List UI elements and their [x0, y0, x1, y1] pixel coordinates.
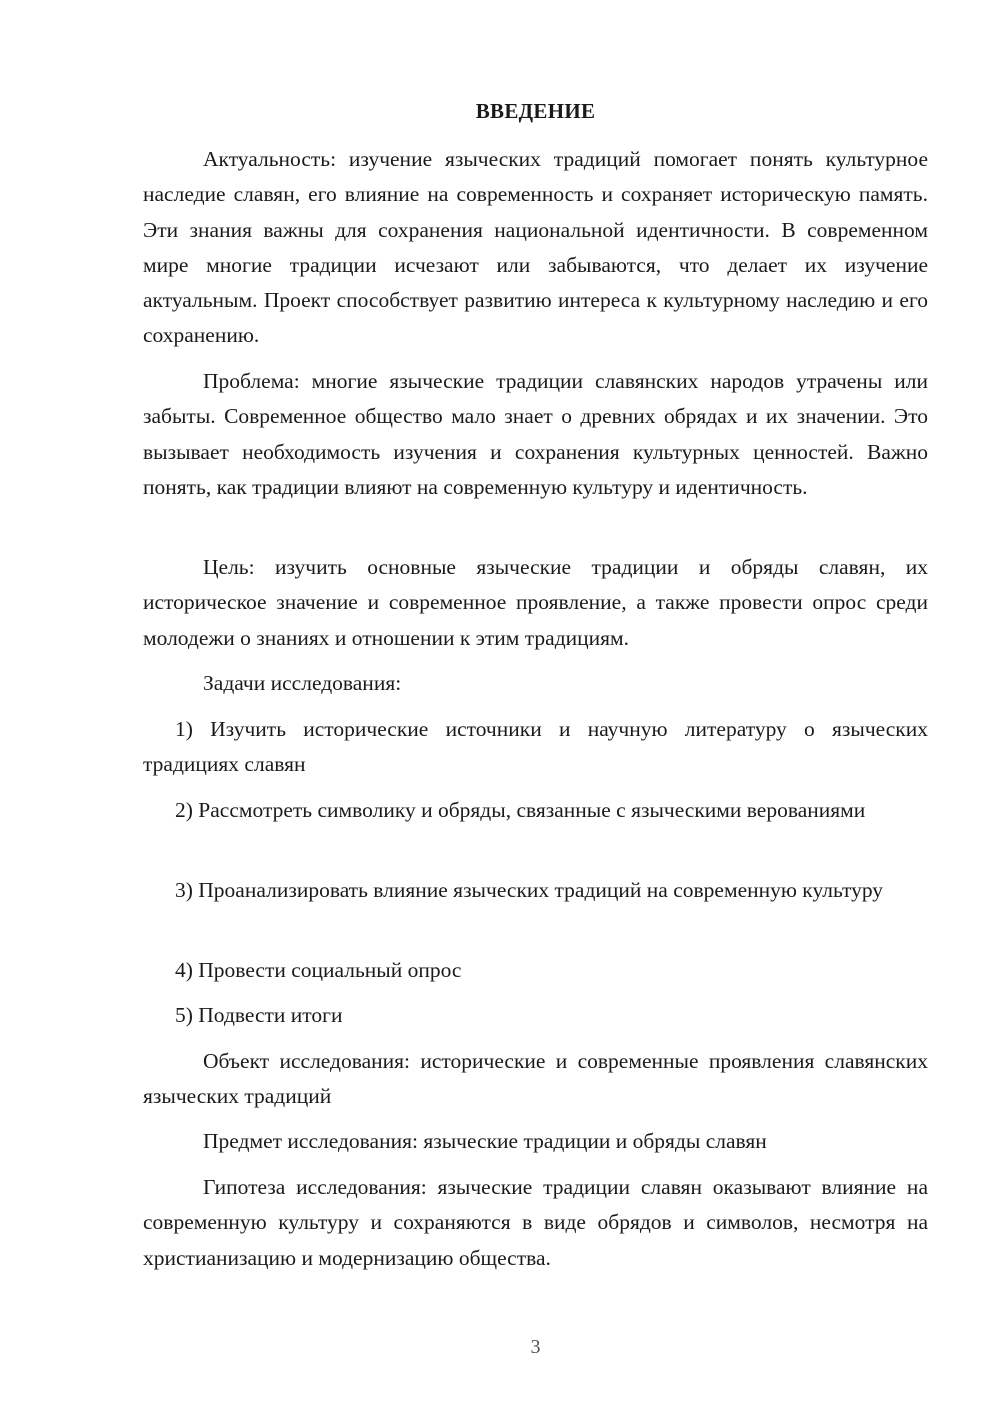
tasks-heading: Задачи исследования:: [203, 671, 402, 695]
document-page: [143, 0, 928, 1414]
task-item-3: 3) Проанализировать влияние языческих традиций на современную культуру: [175, 878, 884, 902]
task-item-1: 1) Изучить исторические источники и научную литературу о языческих традициях славян: [143, 717, 928, 777]
goal-paragraph: Цель: изучить основные языческие традиции и обряды славян, их историческое значение и современное проявление, а также провести опрос среди молодежи о знаниях и отношении к этим традициям.: [143, 555, 928, 650]
task-item-4: 4) Провести социальный опрос: [175, 958, 462, 982]
subject-paragraph: Предмет исследования: языческие традиции и обряды славян: [203, 1129, 767, 1153]
relevance-paragraph: Актуальность: изучение языческих традиций помогает понять культурное наследие славян, его влияние на современность и сохраняет историческую память. Эти знания важны для сохранения национальной идентичности. В современном мире многие традиции исчезают или забываются, что делает их изучение актуальным. Проект способствует развитию интереса к культурному наследию и его сохранению.: [143, 147, 928, 348]
problem-paragraph: Проблема: многие языческие традиции славянских народов утрачены или забыты. Современное общество мало знает о древних обрядах и их значении. Это вызывает необходимость изучения и сохранения культурных ценностей. Важно понять, как традиции влияют на современную культуру и идентичность.: [143, 369, 928, 499]
page-number: 3: [530, 1336, 541, 1358]
page-title: ВВЕДЕНИЕ: [475, 99, 596, 123]
object-paragraph: Объект исследования: исторические и современные проявления славянских языческих традиций: [143, 1049, 928, 1109]
task-item-2: 2) Рассмотреть символику и обряды, связанные с языческими верованиями: [175, 798, 866, 822]
task-item-5: 5) Подвести итоги: [175, 1003, 343, 1027]
hypothesis-paragraph: Гипотеза исследования: языческие традиции славян оказывают влияние на современную культуру и сохраняются в виде обрядов и символов, несмотря на христианизацию и модернизацию общества.: [143, 1175, 928, 1270]
